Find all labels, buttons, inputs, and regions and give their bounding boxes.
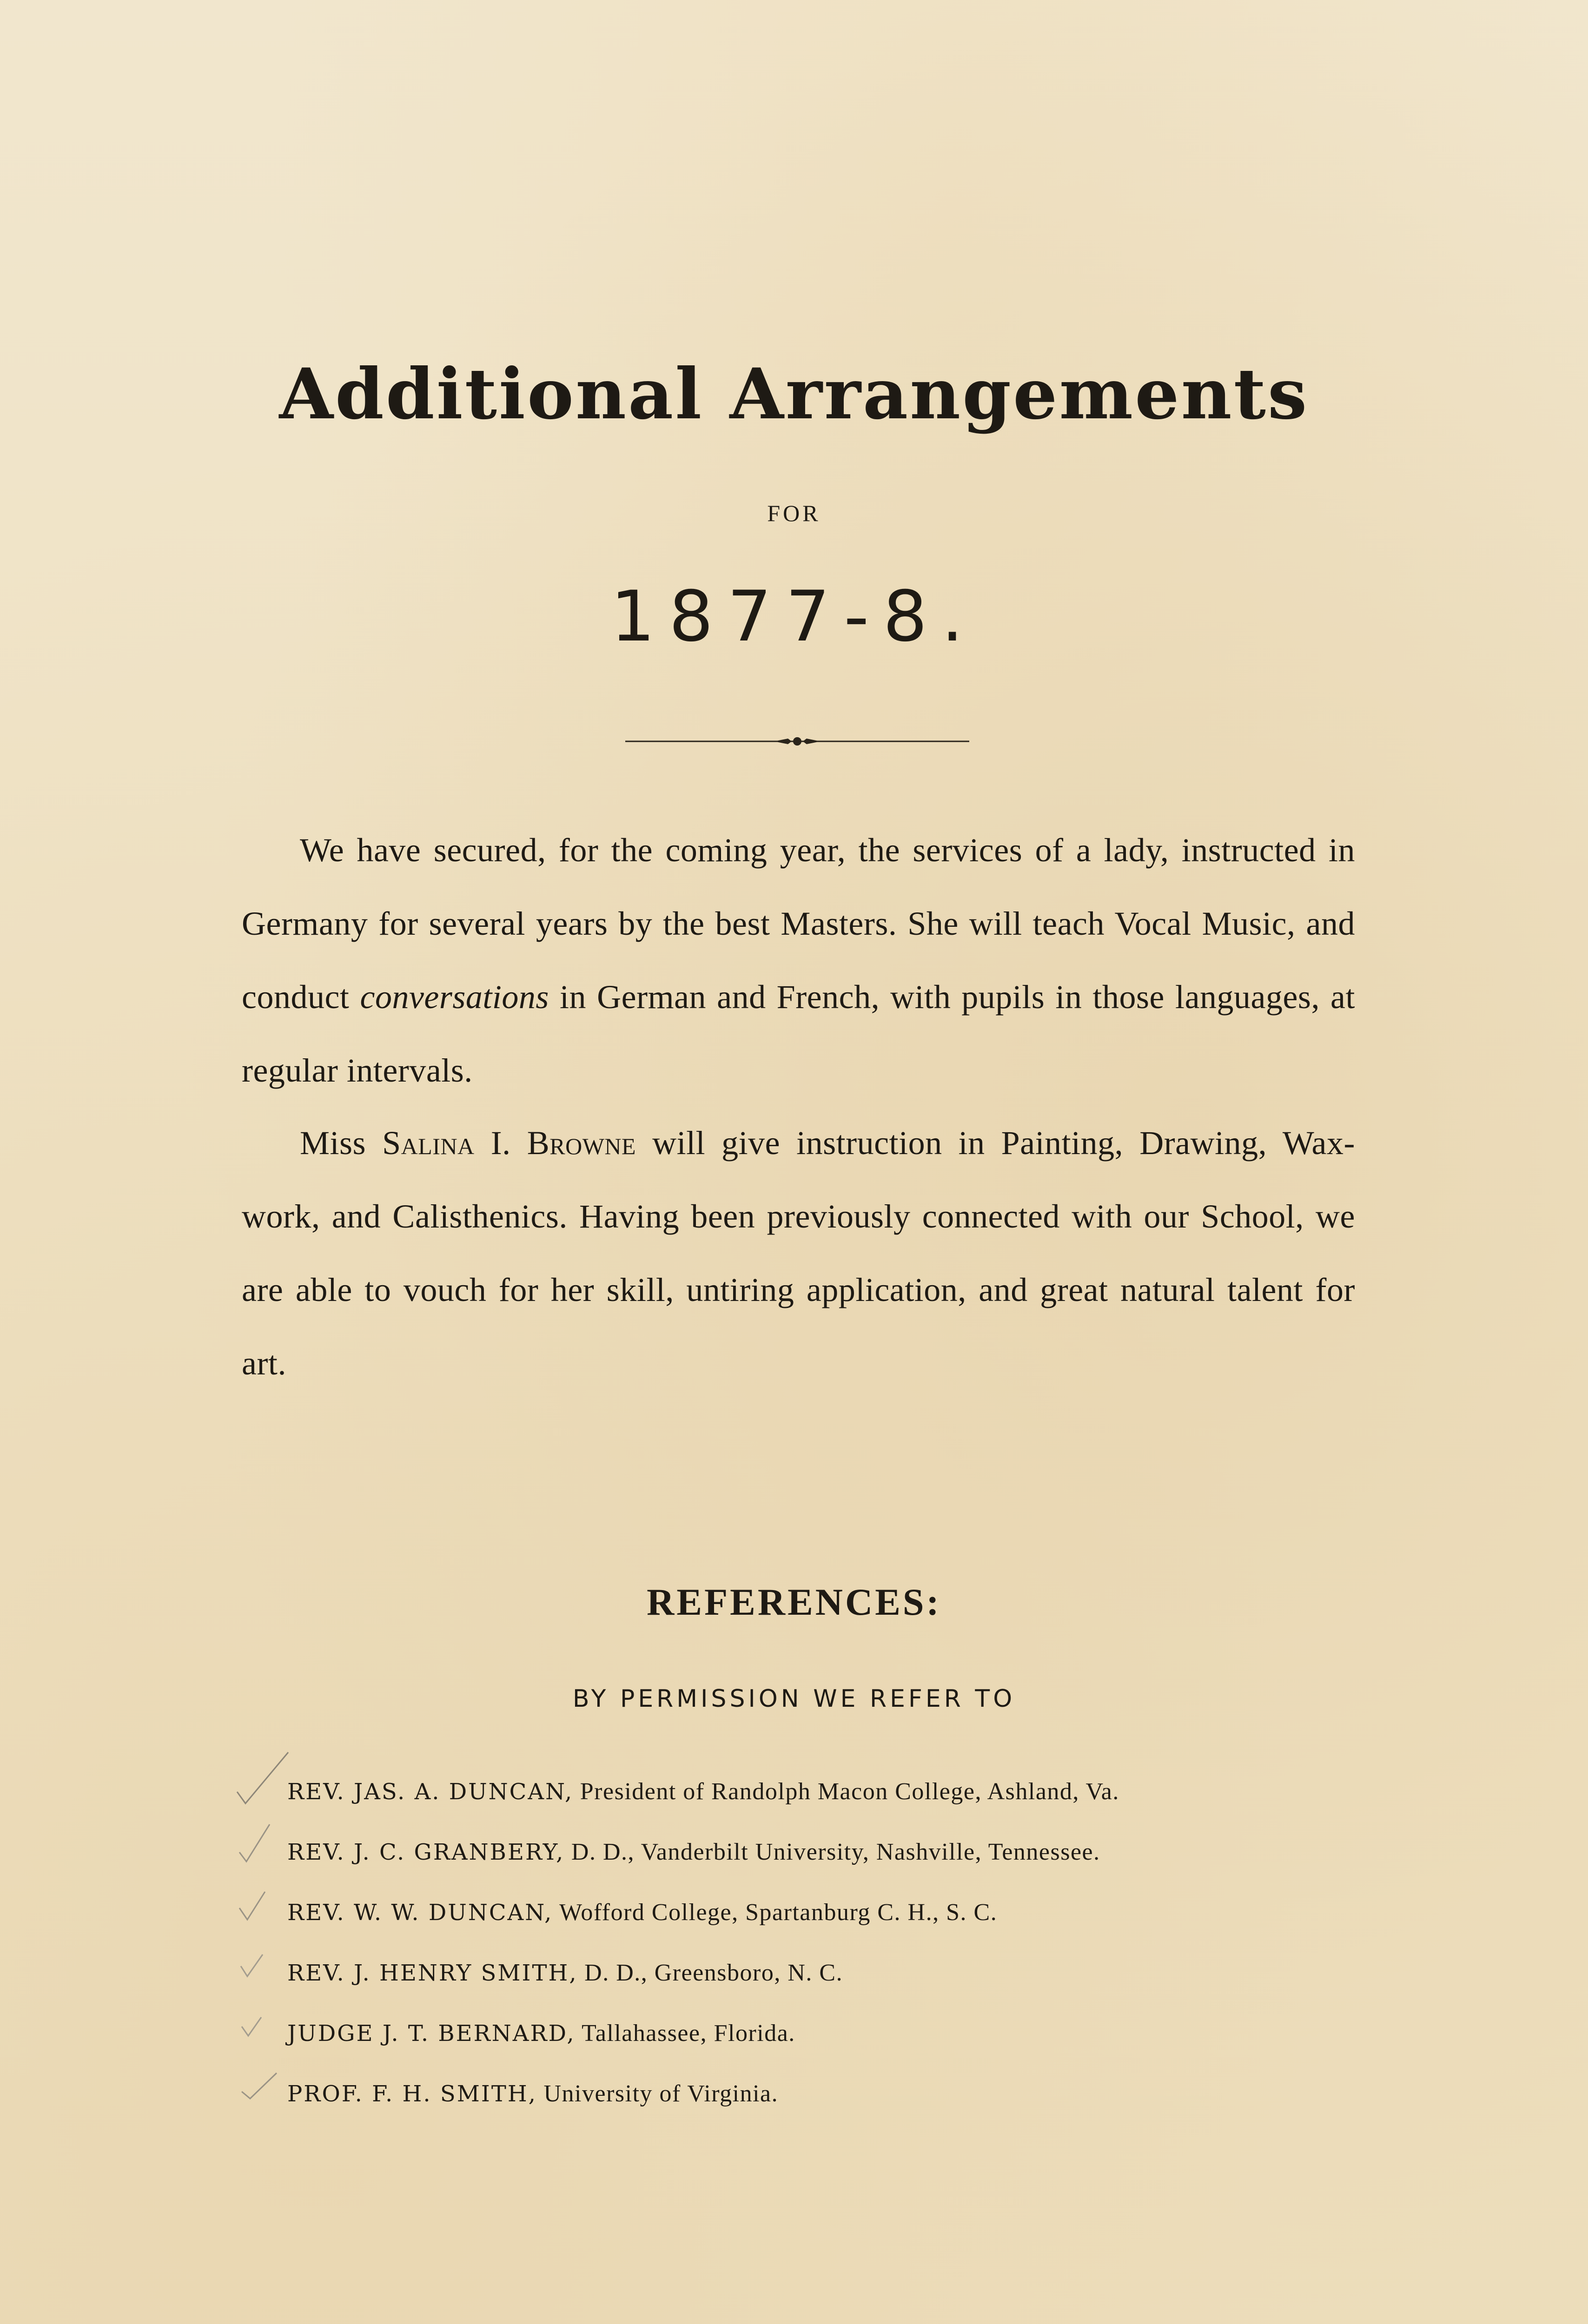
reference-name: PROF. F. H. SMITH, [287,2081,537,2107]
reference-item [287,2064,1119,2124]
year-heading: 1877-8. [610,576,978,657]
reference-item [287,1943,1119,2003]
references-subheading: BY PERMISSION WE REFER TO [572,1685,1016,1713]
teacher-name: Salina I. Browne [382,1124,636,1162]
reference-name: REV. W. W. DUNCAN, [287,1900,553,1926]
document-title: Additional Arrangements [279,353,1309,435]
reference-name: REV. JAS. A. DUNCAN, [287,1779,574,1805]
paragraph-1-emphasis: conversations [360,978,549,1016]
for-label: FOR [767,500,821,526]
reference-name: JUDGE J. T. BERNARD, [287,2020,576,2047]
paragraph-1-text-end: in German and French, with pupils in those languages, at regular intervals. [242,978,1356,1089]
ornamental-rule-divider [625,732,969,751]
paragraph-2-lead: Miss [300,1124,383,1162]
reference-detail: Wofford College, Spartanburg C. H., S. C. [553,1899,998,1926]
reference-name: REV. J. C. GRANBERY, [287,1839,565,1865]
reference-detail: University of Virginia. [536,2080,779,2107]
reference-item [287,1822,1119,1882]
reference-item [287,2003,1119,2064]
reference-detail: Tallahassee, Florida. [575,2020,795,2047]
paragraph-art-teacher [242,1106,1355,1400]
reference-item [287,1762,1119,1822]
reference-item [287,1882,1119,1943]
references-heading: REFERENCES: [647,1581,941,1623]
paragraph-music-teacher [242,813,1355,1107]
reference-detail: D. D., Vanderbilt University, Nashville, Tennessee. [564,1839,1100,1865]
paragraph-2-text: will give instruction in Painting, Drawing, Wax-work, and Calisthenics. Having been previously connected with our School, we are able to vouch for her skill, untiring application, and great natural talent for art. [242,1124,1355,1382]
paragraph-1-text-start: We have secured, for the coming year, the services of a lady, instructed in Germany for several years by the best Masters. She will teach Vocal Music, and conduct [242,832,1355,1016]
references-list [287,1762,1119,2124]
reference-name: REV. J. HENRY SMITH, [287,1960,578,1986]
reference-detail: D. D., Greensboro, N. C. [577,1960,843,1986]
reference-detail: President of Randolph Macon College, Ashland, Va. [573,1778,1119,1805]
